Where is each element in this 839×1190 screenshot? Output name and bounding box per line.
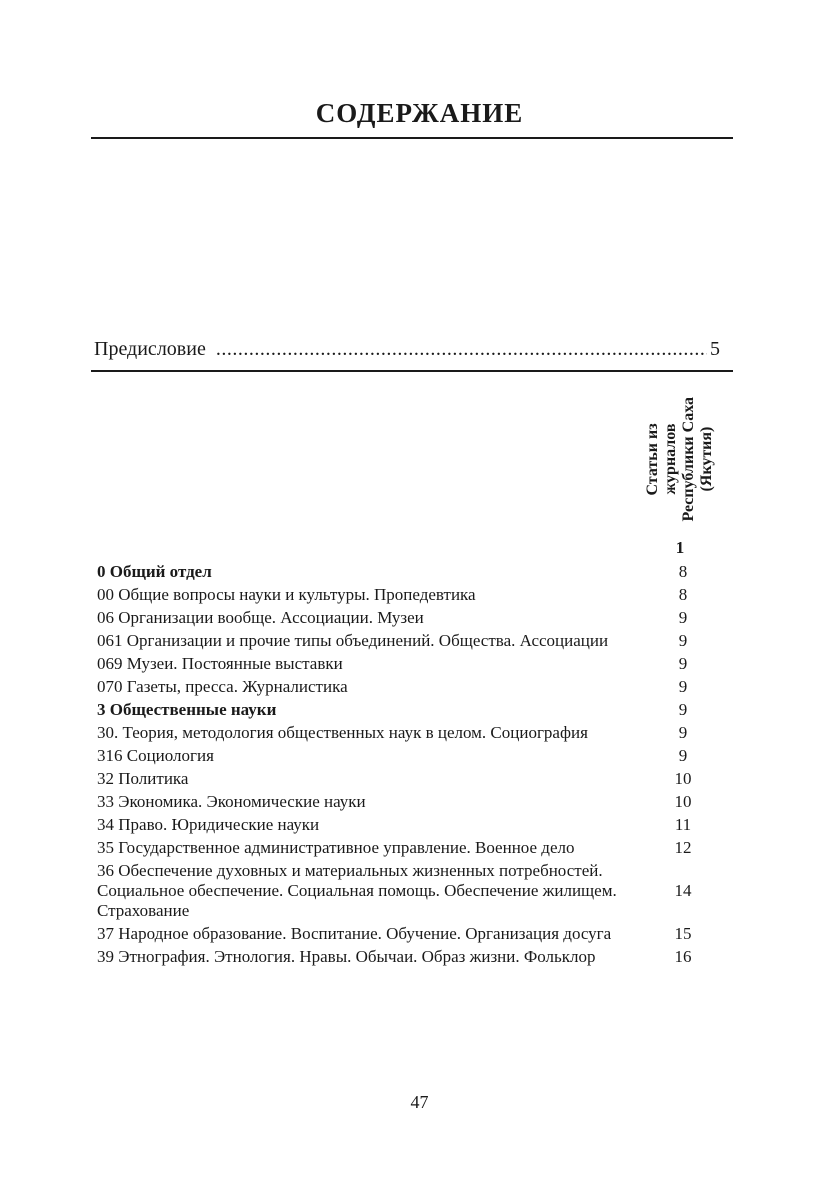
toc-entry bbox=[97, 947, 737, 967]
toc-entry-title: 39 Этнография. Этнология. Нравы. Обычаи. Образ жизни. Фольклор bbox=[97, 947, 596, 966]
toc-entry-page: 12 bbox=[674, 838, 692, 857]
toc-entry-page: 8 bbox=[678, 585, 688, 604]
toc-entry-page: 9 bbox=[678, 723, 688, 742]
toc-entry-title: 00 Общие вопросы науки и культуры. Пропедевтика bbox=[97, 585, 476, 604]
toc-entry-page: 11 bbox=[674, 815, 692, 834]
toc-entry-page: 14 bbox=[674, 881, 692, 900]
column-number: 1 bbox=[675, 538, 685, 557]
toc-entry-title: 36 Обеспечение духовных и материальных жизненных потребностей. Социальное обеспечение. Социальная помощь. Обеспечение жилищем. Страхование bbox=[97, 861, 617, 920]
toc-entry bbox=[97, 838, 737, 858]
toc-entry-title: 0 Общий отдел bbox=[97, 562, 212, 581]
toc-entry-page: 9 bbox=[678, 677, 688, 696]
column-header-text: Статьи из журналов Республики Саха (Якутия) bbox=[644, 396, 715, 522]
title-divider bbox=[91, 137, 733, 139]
toc-entry bbox=[97, 654, 737, 674]
toc-entry bbox=[97, 585, 737, 605]
toc-entry-page: 9 bbox=[678, 746, 688, 765]
preface-label: Предисловие bbox=[94, 338, 206, 360]
dot-leader bbox=[216, 338, 707, 361]
toc-entry bbox=[97, 861, 737, 921]
toc-entry-page: 8 bbox=[678, 562, 688, 581]
toc-entry bbox=[97, 746, 737, 766]
toc-entry-title: 061 Организации и прочие типы объединений. Общества. Ассоциации bbox=[97, 631, 609, 650]
toc-entry-title: 37 Народное образование. Воспитание. Обучение. Организация досуга bbox=[97, 924, 612, 943]
table-divider bbox=[91, 370, 733, 372]
toc-entry-page: 9 bbox=[678, 608, 688, 627]
toc-entry-title: 316 Социология bbox=[97, 746, 214, 765]
toc-entry-page: 10 bbox=[674, 769, 692, 788]
toc-entry-page: 9 bbox=[678, 631, 688, 650]
toc-entry-title: 06 Организации вообще. Ассоциации. Музеи bbox=[97, 608, 424, 627]
toc-entry bbox=[97, 924, 737, 944]
toc-entry-title: 34 Право. Юридические науки bbox=[97, 815, 320, 834]
toc-entry-title: 3 Общественные науки bbox=[97, 700, 277, 719]
toc-entry-page: 9 bbox=[678, 654, 688, 673]
toc-entry-page: 9 bbox=[678, 700, 688, 719]
toc-entry bbox=[97, 677, 737, 697]
toc-entry bbox=[97, 769, 737, 789]
toc-entry bbox=[97, 792, 737, 812]
toc-entry-page: 15 bbox=[674, 924, 692, 943]
toc-entry-page: 16 bbox=[674, 947, 692, 966]
preface-page: 5 bbox=[710, 338, 720, 360]
toc-entry-title: 32 Политика bbox=[97, 769, 189, 788]
page-title: СОДЕРЖАНИЕ bbox=[315, 98, 524, 128]
page-number: 47 bbox=[410, 1092, 429, 1112]
toc-entry bbox=[97, 723, 737, 743]
toc-entry bbox=[97, 562, 737, 582]
toc-entry-title: 33 Экономика. Экономические науки bbox=[97, 792, 366, 811]
toc-entry-title: 35 Государственное административное управление. Военное дело bbox=[97, 838, 575, 857]
toc-entry bbox=[97, 608, 737, 628]
toc-entry-page: 10 bbox=[674, 792, 692, 811]
toc-entry-title: 069 Музеи. Постоянные выставки bbox=[97, 654, 343, 673]
toc-entry-title: 30. Теория, методология общественных наук в целом. Социография bbox=[97, 723, 588, 742]
toc-entry bbox=[97, 700, 737, 720]
toc-entries bbox=[97, 562, 737, 970]
toc-entry bbox=[97, 815, 737, 835]
toc-entry bbox=[97, 631, 737, 651]
column-header bbox=[634, 384, 726, 534]
toc-entry-title: 070 Газеты, пресса. Журналистика bbox=[97, 677, 348, 696]
preface-row bbox=[94, 338, 720, 361]
